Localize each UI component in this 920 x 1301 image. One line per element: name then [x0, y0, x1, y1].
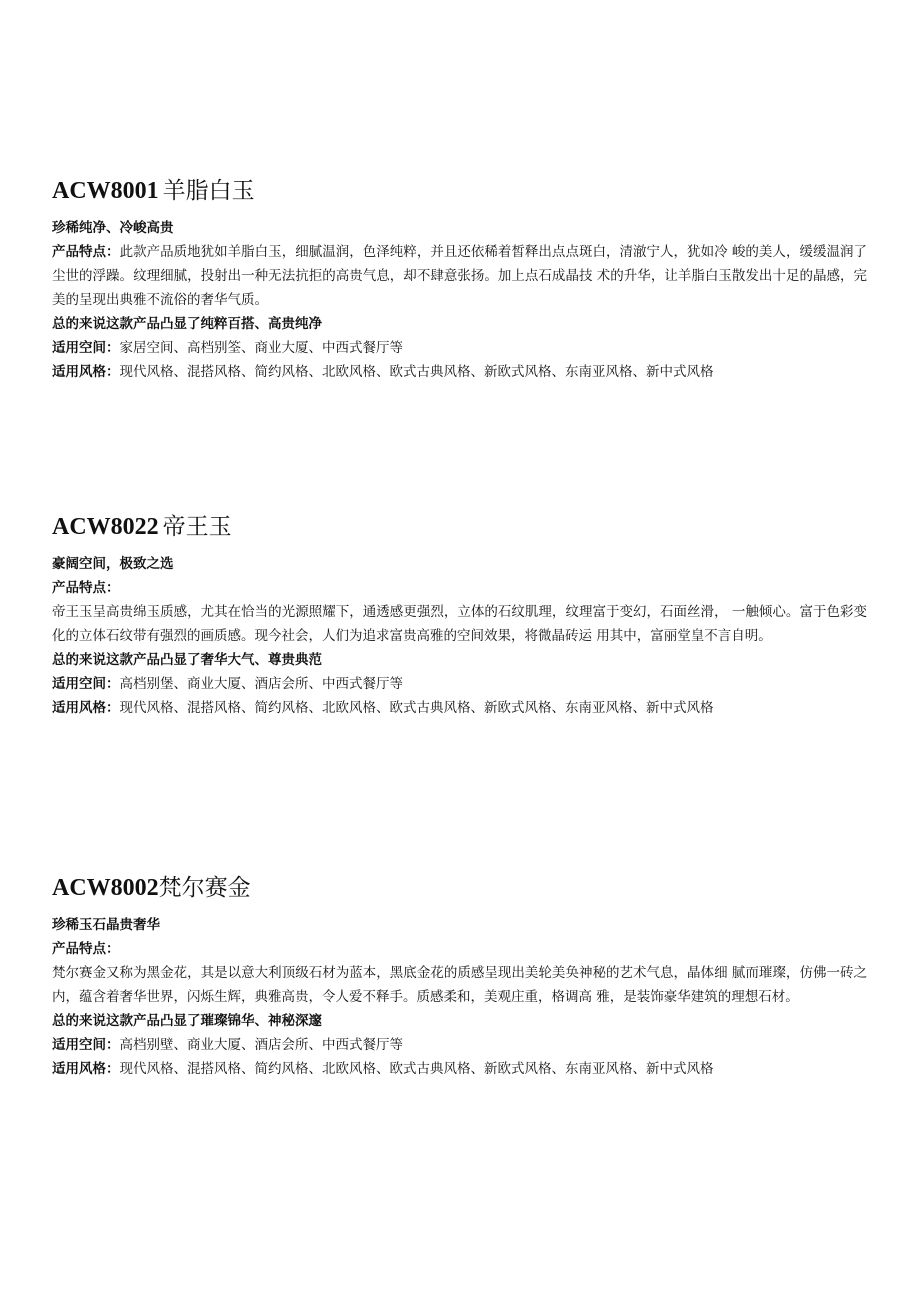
product-name: 梵尔赛金 [158, 875, 251, 901]
product-tagline: 珍稀玉石晶贵奢华 [52, 917, 160, 933]
product-section-acw8001 [52, 176, 867, 384]
space-label: 适用空间： [52, 1037, 120, 1053]
style-label: 适用风格： [52, 700, 120, 716]
space-label: 适用空间： [52, 676, 120, 692]
style-label: 适用风格： [52, 364, 120, 380]
space-text: 家居空间、高档别筌、商业大厦、中西式餐厅等 [119, 340, 403, 356]
product-style [52, 360, 867, 384]
space-text: 高档别堡、商业大厦、酒店会所、中西式餐厅等 [119, 676, 403, 692]
product-title [52, 512, 867, 542]
space-text: 高档别壁、商业大厦、酒店会所、中西式餐厅等 [119, 1037, 403, 1053]
product-features [52, 240, 867, 312]
style-label: 适用风格： [52, 1061, 120, 1077]
style-text: 现代风格、混搭风格、简约风格、北欧风格、欧式古典风格、新欧式风格、东南亚风格、新中式风格 [119, 364, 714, 380]
product-summary: 总的来说这款产品凸显了纯粹百搭、高贵纯净 [52, 316, 322, 332]
product-section-acw8022 [52, 512, 867, 720]
product-code: ACW8022 [52, 514, 159, 540]
product-name: 帝王玉 [162, 514, 232, 540]
product-style [52, 1057, 867, 1081]
product-name: 羊脂白玉 [162, 178, 255, 204]
product-code: ACW8001 [52, 178, 159, 204]
product-tagline: 豪阔空间，极致之选 [52, 556, 174, 572]
product-space [52, 336, 867, 360]
product-tagline: 珍稀纯净、冷峻高贵 [52, 220, 174, 236]
product-summary: 总的来说这款产品凸显了奢华大气、尊贵典范 [52, 652, 322, 668]
features-text: 帝王玉呈高贵绵玉质感，尤其在恰当的光源照耀下，通透感更强烈，立体的石纹肌理，纹理富于变幻，石面丝滑， 一触倾心。富于色彩变化的立体石纹带有强烈的画质感。现今社会，人们为追求富贵高雅的空间效果，将微晶砖运 用其中，富丽堂皇不言自明。 [52, 604, 867, 644]
features-text: 梵尔赛金又称为黑金花，其是以意大利顶级石材为蓝本，黑底金花的质感呈现出美轮美奂神秘的艺术气息，晶体细 腻而璀璨，仿佛一砖之内，蕴含着奢华世界，闪烁生辉，典雅高贵，令人爱不释手。质感柔和，美观庄重，格调高 雅，是装饰豪华建筑的理想石材。 [52, 965, 867, 1005]
product-space [52, 1033, 867, 1057]
features-text: 此款产品质地犹如羊脂白玉，细腻温润，色泽纯粹，并且还依稀着皙释出点点斑白，清澈宁人，犹如冷 峻的美人，缓缓温润了尘世的浮躁。纹理细腻，投射出一种无法抗拒的高贵气息，却不肆意张扬。加上点石成晶技 术的升华，让羊脂白玉散发出十足的晶感，完美的呈现出典雅不流俗的奢华气质。 [52, 244, 867, 308]
product-title [52, 873, 867, 903]
product-title [52, 176, 867, 206]
product-style [52, 696, 867, 720]
style-text: 现代风格、混搭风格、简约风格、北欧风格、欧式古典风格、新欧式风格、东南亚风格、新中式风格 [119, 700, 714, 716]
space-label: 适用空间： [52, 340, 120, 356]
product-code: ACW8002 [52, 875, 159, 901]
product-summary: 总的来说这款产品凸显了璀璨锦华、神秘深邃 [52, 1013, 322, 1029]
features-label: 产品特点： [52, 941, 120, 957]
product-section-acw8002 [52, 873, 867, 1081]
style-text: 现代风格、混搭风格、简约风格、北欧风格、欧式古典风格、新欧式风格、东南亚风格、新中式风格 [119, 1061, 714, 1077]
product-space [52, 672, 867, 696]
features-label: 产品特点： [52, 244, 120, 260]
features-label: 产品特点： [52, 580, 120, 596]
